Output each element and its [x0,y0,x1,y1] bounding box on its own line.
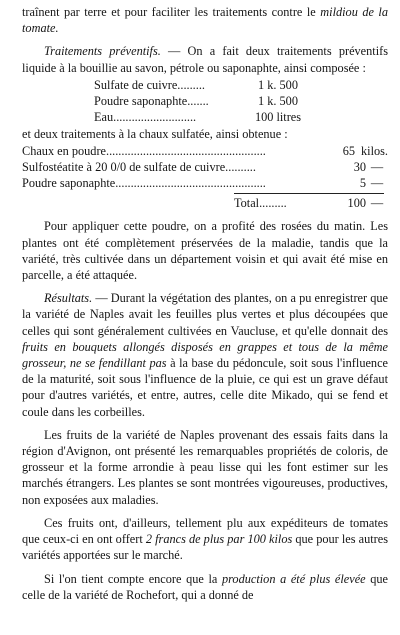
results-italic: fruits en bouquets allongés disposés en grappes et tous de la même grosseur, ne se fendillant pas [22,339,388,371]
shippers-text-1: Ces fruits ont, d'ailleurs, tellement plu aux expéditeurs de tomates que ceux-ci en ont offert [22,515,388,547]
dew-paragraph: Pour appliquer cette poudre, on a profité des rosées du matin. Les plantes ont été complètement préservées de la maladie, tandis que la variété, très cultivée dans un département voisin et qui avait été mise en parcelle, a été attaquée. [22,219,388,283]
shippers-paragraph [22,515,388,564]
lime-value: 5 [359,176,366,191]
total-unit: — [370,196,384,211]
production-italic: production a été plus élevée [221,571,366,586]
recipe-item: Poudre saponaphte....... [94,94,209,109]
production-text-1: Si l'on tient compte encore que la [44,571,222,586]
lime-item: Chaux en poudre.................................................... [22,143,266,158]
recipe-item: Eau........................... [94,110,197,125]
total-row [22,195,388,211]
lime-unit: — [370,176,384,191]
preventive-text: — On a fait deux traitements préventifs liquide à la bouillie au savon, pétrole ou saponaphte, ainsi composée : [22,44,388,75]
preventive-paragraph [22,43,388,75]
total-value: 100 [347,196,366,211]
lime-value: 30 [353,159,366,174]
results-text-2: à la base du pédoncule, soit sous l'influence de la maturité, soit sous l'influence de la pluie, ce qui est un grave défaut pour d'autres variétés, et entre, autres, celle dite Mikado, qui se fend et coule dans les corbeilles. [22,356,388,419]
shippers-italic: 2 francs de plus par 100 kilos [145,532,293,547]
lime-row [22,175,388,191]
lime-list [22,143,388,212]
recipe-row [22,77,388,93]
intro-paragraph [22,4,388,36]
lime-item: Sulfostéatite à 20 0/0 de sulfate de cuivre.......... [22,159,256,174]
lime-unit: — [370,159,384,174]
preventive-heading: Traitements préventifs. [44,44,161,59]
recipe-item: Sulfate de cuivre......... [94,77,205,92]
lime-value: 65 [342,143,355,158]
lime-intro: et deux traitements à la chaux sulfatée, ainsi obtenue : [22,127,288,142]
lime-row [22,143,388,159]
fruits-paragraph: Les fruits de la variété de Naples provenant des essais faits dans la région d'Avignon, ont présenté les remarquables propriétés de coloris, de grosseur et la forme arrondie à peau lisse qui les font estimer sur les marchés étrangers. Les plantes se sont montrées vigoureuses, productives, non exposées aux maladies. [22,427,388,507]
results-paragraph [22,290,388,420]
lime-row [22,159,388,175]
intro-italic: mildiou de la tomate. [22,5,388,36]
shippers-text-2: que pour les autres variétés apportées sur le marché. [22,532,388,563]
total-label: Total......... [234,196,287,211]
recipe-qty: 1 k. 500 [258,77,298,92]
lime-unit: kilos. [361,143,388,158]
results-text-1: — Durant la végétation des plantes, on a pu enregistrer que la variété de Naples avait les feuilles plus vertes et plus découpées que celles qui sont généralement cultivées en Vaucluse, et qu'elle donnait des [22,291,388,338]
recipe-qty: 100 litres [254,110,302,125]
intro-text: traînent par terre et pour faciliter les traitements contre le [22,5,321,19]
total-rule [234,193,384,194]
production-text-2: que celle de la variété de Rochefort, qui a donné de [22,571,388,602]
results-heading: Résultats. [44,291,93,306]
lime-item: Poudre saponaphte................................................. [22,176,266,191]
recipe-qty: 1 k. 500 [258,94,298,109]
production-paragraph [22,571,388,603]
recipe-list [22,77,388,126]
recipe-row [22,93,388,109]
recipe-row [22,109,388,125]
